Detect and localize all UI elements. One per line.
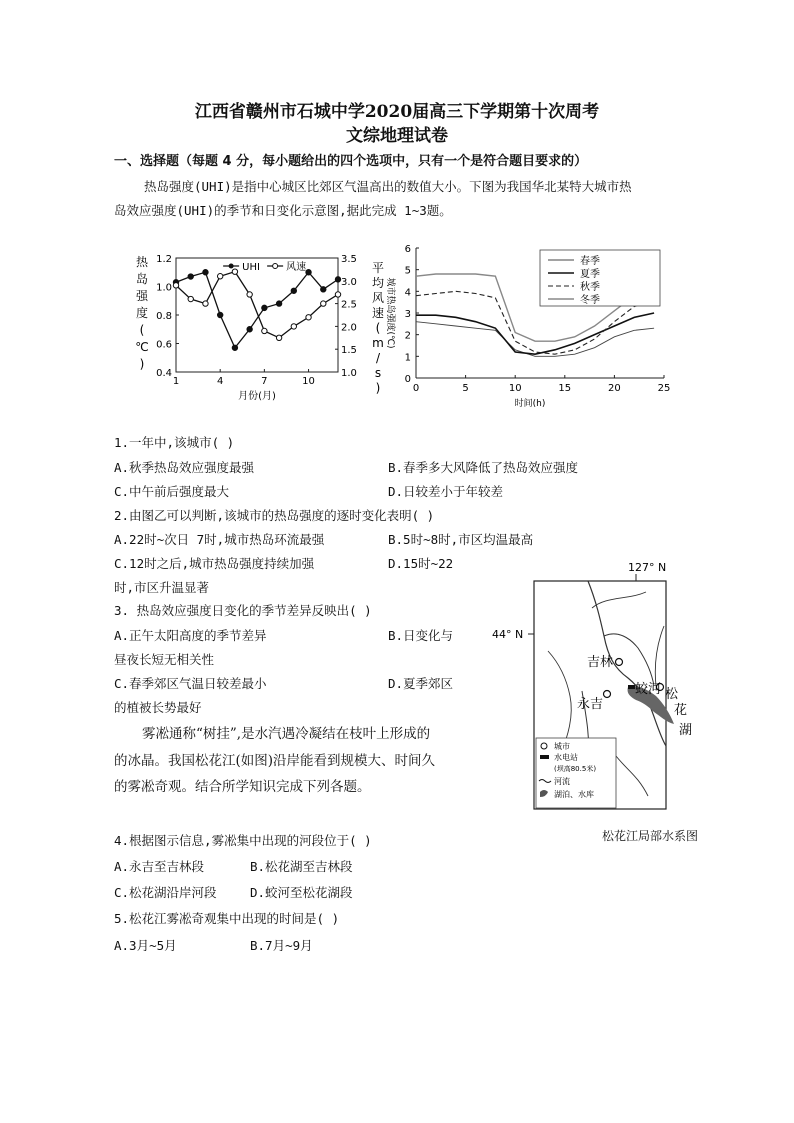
q1-option-a: A.秋季热岛效应强度最强 [114, 460, 255, 475]
lake-label-1: 松 [665, 687, 679, 702]
q4-option-b: B.松花湖至吉林段 [250, 859, 353, 874]
legend-city-icon [541, 743, 547, 749]
c1-ylabel-char: ( [139, 323, 145, 337]
river-tributary-3 [592, 592, 646, 608]
q2-option-d: D.15时~22 [388, 556, 454, 571]
c1-legend-uhi: UHI [242, 262, 260, 273]
c1-xtick-label: 10 [302, 376, 315, 387]
c1-point-风速 [173, 283, 178, 288]
c2-xtick-label: 25 [657, 383, 671, 394]
c1-series-line-风速 [176, 272, 338, 338]
c1-y2tick-label: 3.5 [341, 254, 357, 265]
q3-option-b: B.日变化与 [388, 628, 454, 643]
q2-option-c: C.12时之后,城市热岛强度持续加强 [114, 556, 315, 571]
q5-stem: 5.松花江雾凇奇观集中出现的时间是( ) [114, 911, 340, 926]
q1-option-d: D.日较差小于年较差 [388, 484, 504, 499]
city-jilin-marker [616, 659, 623, 666]
latitude-label: 44° N [492, 628, 524, 641]
c1-ytick-label: 1.2 [156, 254, 172, 265]
c1-xlabel: 月份(月) [238, 391, 276, 402]
c1-point-UHI [203, 270, 208, 275]
passage-line-2: 的冰晶。我国松花江(如图)沿岸能看到规模大、时间久 [114, 753, 436, 769]
c2-ytick-label: 2 [404, 330, 411, 342]
c1-y2label-char: 平 [371, 261, 385, 275]
c1-y2label-char: ( [375, 321, 381, 335]
legend-station-icon [540, 755, 549, 759]
city-jilin-label: 吉林 [587, 655, 614, 670]
c1-legend-wind: 风速 [286, 262, 307, 273]
q5-option-b: B.7月~9月 [250, 938, 313, 953]
q1-option-b: B.春季多大风降低了热岛效应强度 [388, 460, 579, 475]
legend-river: 河流 [554, 777, 570, 786]
q5-option-a: A.3月~5月 [114, 938, 177, 953]
c2-legend-box [540, 250, 660, 306]
c1-y2label-char: 风 [371, 291, 385, 305]
songhua-river-map [488, 556, 693, 812]
c1-point-风速 [247, 292, 252, 297]
c2-legend-label-夏季: 夏季 [580, 269, 600, 280]
c1-point-风速 [306, 315, 311, 320]
q3-option-d: D.夏季郊区 [388, 676, 454, 691]
c2-ytick-label: 5 [404, 265, 411, 277]
c1-point-风速 [335, 292, 340, 297]
c1-ytick-label: 0.8 [156, 311, 172, 322]
passage-line-1: 雾凇通称“树挂”,是水汽遇冷凝结在枝叶上形成的 [142, 726, 431, 742]
page-title: 江西省赣州市石城中学2020届高三下学期第十次周考 [194, 102, 600, 122]
c1-ytick-label: 0.4 [156, 368, 172, 379]
c1-xtick-label: 4 [216, 376, 224, 387]
c1-point-风速 [188, 296, 193, 301]
c1-point-UHI [262, 305, 267, 310]
c1-point-风速 [276, 335, 281, 340]
q2-option-d-cont: 时,市区升温显著 [114, 580, 210, 595]
lake-label-2: 花 [674, 703, 688, 718]
c2-xtick-label: 15 [558, 383, 572, 394]
river-tributary-6 [616, 756, 648, 796]
c2-series-line-春季 [416, 322, 654, 357]
map-caption: 松花江局部水系图 [602, 829, 699, 843]
q1-stem: 1.一年中,该城市( ) [114, 435, 235, 450]
c1-point-风速 [262, 328, 267, 333]
hydro-station-marker [628, 685, 635, 689]
legend-station-note: (坝高80.5米) [554, 765, 597, 773]
q4-stem: 4.根据图示信息,雾凇集中出现的河段位于( ) [114, 833, 372, 848]
c2-ytick-label: 3 [404, 309, 411, 320]
c1-y2tick-label: 2.0 [341, 322, 357, 334]
c1-point-UHI [291, 288, 296, 293]
c2-ytick-label: 1 [404, 352, 411, 364]
legend-lake: 湖泊、水库 [554, 790, 594, 799]
c1-point-UHI [276, 301, 281, 306]
c1-y2tick-label: 2.5 [341, 299, 357, 311]
c1-point-UHI [232, 345, 237, 350]
c2-legend-label-春季: 春季 [580, 256, 600, 267]
q3-option-a: A.正午太阳高度的季节差异 [114, 628, 267, 643]
c1-point-风速 [217, 274, 222, 279]
lake-label-3: 湖 [679, 723, 693, 738]
c2-xtick-label: 20 [608, 383, 621, 394]
city-yongji-label: 永吉 [577, 697, 604, 712]
c1-xtick-label: 7 [261, 376, 268, 387]
legend-station: 水电站 [554, 753, 578, 762]
c2-xtick-label: 0 [412, 383, 420, 394]
c1-y2label-char: s [374, 366, 382, 380]
c1-y2label-char: 均 [371, 276, 385, 290]
q2-option-a: A.22时~次日 7时,城市热岛环流最强 [114, 532, 325, 547]
c1-plot-frame [176, 258, 338, 372]
c1-point-UHI [306, 270, 311, 275]
c1-xtick-label: 1 [172, 376, 180, 387]
c1-legend-marker-wind [273, 264, 278, 269]
c1-point-UHI [335, 277, 340, 282]
c1-y2label-char: ) [375, 381, 381, 395]
c1-point-风速 [232, 269, 237, 274]
c1-ylabel-char: 岛 [135, 272, 149, 286]
city-yongji-marker [604, 691, 611, 698]
c1-ylabel-char: ℃ [135, 340, 149, 354]
river-tributary-5 [655, 626, 664, 686]
c1-ytick-label: 1.0 [156, 282, 172, 294]
longitude-label: 127° N [628, 561, 667, 574]
c1-y2tick-label: 1.5 [341, 345, 357, 357]
c2-legend-label-冬季: 冬季 [580, 295, 600, 306]
q4-option-a: A.永吉至吉林段 [114, 859, 205, 874]
c2-xlabel: 时间(h) [514, 399, 546, 409]
c1-ylabel-char: 热 [135, 255, 149, 269]
passage-line-3: 的雾凇奇观。结合所学知识完成下列各题。 [114, 779, 371, 795]
intro-line-2: 岛效应强度(UHI)的季节和日变化示意图,据此完成 1~3题。 [114, 203, 452, 218]
q2-stem: 2.由图乙可以判断,该城市的热岛强度的逐时变化表明( ) [114, 508, 435, 523]
c1-point-UHI [321, 287, 326, 292]
q3-option-c: C.春季郊区气温日较差最小 [114, 676, 267, 691]
seasonal-chart [128, 244, 390, 414]
c1-ylabel-char: 强 [135, 289, 149, 303]
q1-option-c: C.中午前后强度最大 [114, 484, 230, 499]
c1-y2label-char: 速 [371, 306, 385, 320]
c1-y2label-char: m [372, 336, 384, 350]
c2-ylabel: 城市热岛强度(℃) [385, 277, 395, 349]
c1-point-风速 [203, 301, 208, 306]
q2-option-b: B.5时~8时,市区均温最高 [388, 532, 534, 547]
q4-option-d: D.蛟河至松花湖段 [250, 885, 353, 900]
city-jiaohe-label: 蛟河 [635, 682, 662, 697]
c1-point-UHI [217, 312, 222, 317]
c1-point-UHI [188, 274, 193, 279]
c2-xtick-label: 5 [462, 383, 469, 394]
c1-y2label-char: / [375, 351, 381, 365]
section-heading: 一、选择题（每题 4 分，每小题给出的四个选项中，只有一个是符合题目要求的） [114, 154, 588, 169]
page-subtitle: 文综地理试卷 [346, 126, 448, 146]
c1-series-line-UHI [176, 272, 338, 348]
c1-point-UHI [247, 327, 252, 332]
c2-legend-label-秋季: 秋季 [580, 282, 600, 293]
c1-point-风速 [291, 324, 296, 329]
c2-xtick-label: 10 [508, 383, 522, 394]
q3-option-b-cont: 昼夜长短无相关性 [114, 652, 215, 667]
c1-y2tick-label: 3.0 [341, 276, 357, 288]
c2-ytick-label: 6 [404, 244, 411, 255]
c1-ytick-label: 0.6 [156, 339, 172, 351]
legend-city: 城市 [554, 742, 570, 751]
c1-y2tick-label: 1.0 [341, 368, 357, 379]
c1-ylabel-char: 度 [135, 306, 149, 320]
q4-option-c: C.松花湖沿岸河段 [114, 885, 217, 900]
c1-ylabel-char: ) [139, 357, 145, 371]
daily-chart [368, 240, 671, 410]
q3-option-d-cont: 的植被长势最好 [114, 700, 202, 715]
c2-ytick-label: 4 [404, 287, 411, 299]
c2-ytick-label: 0 [404, 374, 411, 385]
c1-legend-marker-uhi [229, 264, 234, 269]
q3-stem: 3. 热岛效应强度日变化的季节差异反映出( ) [114, 603, 372, 618]
intro-line-1: 热岛强度(UHI)是指中心城区比郊区气温高出的数值大小。下图为我国华北某特大城市热 [144, 179, 632, 194]
c1-point-风速 [321, 301, 326, 306]
